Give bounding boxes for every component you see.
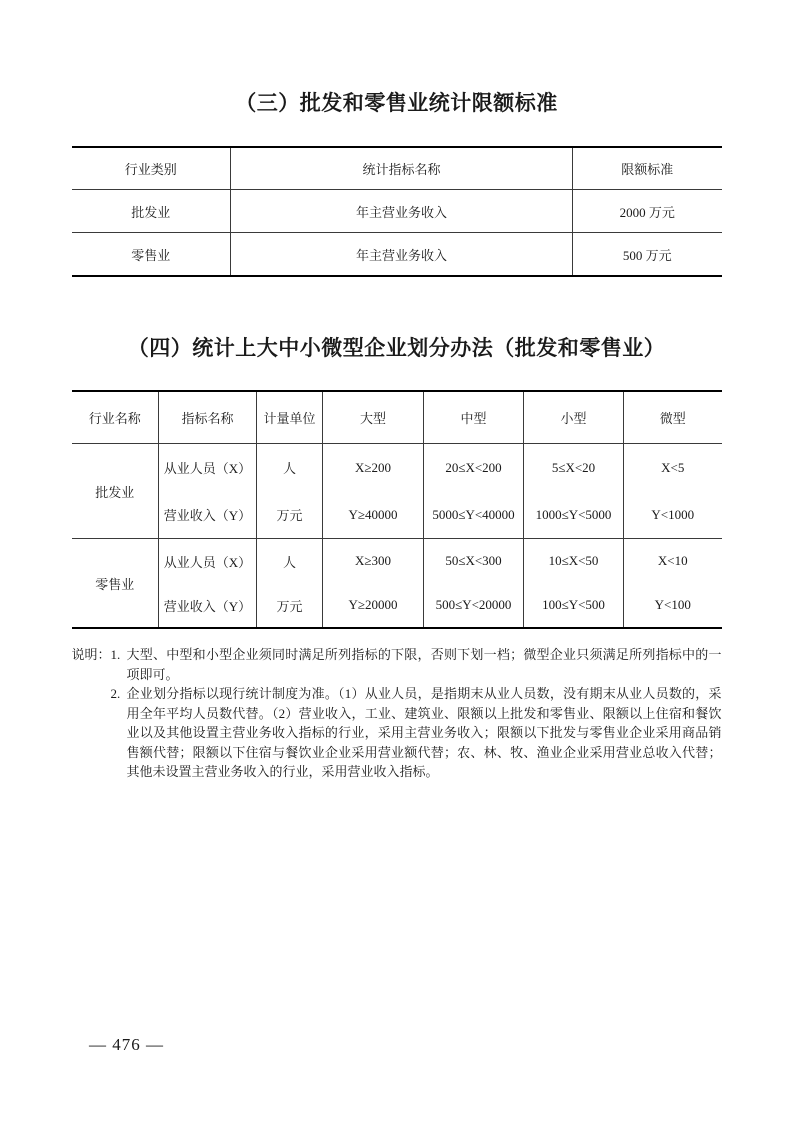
- table-cell-indicator: 年主营业务收入: [231, 190, 573, 233]
- table-cell-indicator: 从业人员（X）: [159, 539, 257, 584]
- note-item: [111, 684, 722, 782]
- table-cell-large: Y≥20000: [323, 583, 424, 628]
- header-statistical-indicator: 统计指标名称: [231, 147, 573, 190]
- table-cell-medium: 500≤Y<20000: [424, 583, 524, 628]
- table-cell-small: 5≤X<20: [524, 444, 624, 492]
- note-item-number: 1.: [110, 647, 121, 662]
- table-cell-large: X≥300: [323, 539, 424, 584]
- table-cell-large: X≥200: [323, 444, 424, 492]
- table-cell-micro: Y<100: [624, 583, 722, 628]
- section-4-heading: （四）统计上大中小微型企业划分办法（批发和零售业）: [127, 336, 666, 360]
- table-cell-medium: 5000≤Y<40000: [424, 491, 524, 539]
- table-header-row: [72, 391, 722, 444]
- page-number: — 476 —: [89, 1035, 164, 1054]
- table-cell-indicator: 营业收入（Y）: [159, 583, 257, 628]
- table-cell-medium: 20≤X<200: [424, 444, 524, 492]
- header-micro: 微型: [624, 391, 722, 444]
- table-cell-medium: 50≤X<300: [424, 539, 524, 584]
- header-indicator-name: 指标名称: [159, 391, 257, 444]
- table-row: [72, 491, 722, 539]
- note-item-text: 企业划分指标以现行统计制度为准。（1）从业人员，是指期末从业人员数，没有期末从业人员数的，采用全年平均人员数代替。（2）营业收入，工业、建筑业、限额以上批发和零售业、限额以上住宿和餐饮业以及其他设置主营业务收入指标的行业，采用主营业务收入；限额以下批发与零售业企业采用商品销售额代替；限额以下住宿与餐饮业企业采用营业额代替；农、林、牧、渔业企业采用营业总收入代替；其他未设置主营业务收入的行业，采用营业收入指标。: [126, 686, 722, 779]
- table-cell-indicator: 从业人员（X）: [159, 444, 257, 492]
- group-retail: [72, 539, 722, 629]
- group-wholesale: [72, 444, 722, 539]
- table-header-row: [72, 147, 722, 190]
- table-cell-micro: X<5: [624, 444, 722, 492]
- section-3-heading: （三）批发和零售业统计限额标准: [235, 91, 558, 115]
- note-item-text: 大型、中型和小型企业须同时满足所列指标的下限，否则下划一档；微型企业只须满足所列指标中的一项即可。: [126, 647, 722, 682]
- table-row: [72, 444, 722, 492]
- table-cell-unit: 人: [257, 444, 323, 492]
- header-industry-name: 行业名称: [72, 391, 159, 444]
- table-cell-quota: 500 万元: [573, 233, 722, 277]
- table-cell-small: 10≤X<50: [524, 539, 624, 584]
- table-row: [72, 233, 722, 277]
- table-row: [72, 190, 722, 233]
- enterprise-classification-table: [72, 390, 722, 629]
- header-industry-category: 行业类别: [72, 147, 231, 190]
- table-cell-micro: X<10: [624, 539, 722, 584]
- header-large: 大型: [323, 391, 424, 444]
- table-cell-industry: 零售业: [72, 539, 159, 629]
- notes: [72, 645, 722, 782]
- notes-label: 说明：: [71, 647, 111, 662]
- table-cell-indicator: 年主营业务收入: [231, 233, 573, 277]
- table-cell-quota: 2000 万元: [573, 190, 722, 233]
- table-row: [72, 583, 722, 628]
- table-cell-small: 100≤Y<500: [524, 583, 624, 628]
- header-quota-standard: 限额标准: [573, 147, 722, 190]
- header-small: 小型: [524, 391, 624, 444]
- table-cell-industry: 批发业: [72, 190, 231, 233]
- quota-standards-table: [72, 146, 722, 277]
- table-cell-indicator: 营业收入（Y）: [159, 491, 257, 539]
- table-cell-micro: Y<1000: [624, 491, 722, 539]
- table-cell-small: 1000≤Y<5000: [524, 491, 624, 539]
- table-cell-unit: 人: [257, 539, 323, 584]
- notes-items: [111, 645, 722, 782]
- table-cell-industry: 批发业: [72, 444, 159, 539]
- table-row: [72, 539, 722, 584]
- header-medium: 中型: [424, 391, 524, 444]
- note-item: [111, 645, 722, 684]
- table-cell-unit: 万元: [257, 583, 323, 628]
- note-item-number: 2.: [110, 686, 121, 701]
- table-cell-large: Y≥40000: [323, 491, 424, 539]
- table-cell-unit: 万元: [257, 491, 323, 539]
- header-measure-unit: 计量单位: [257, 391, 323, 444]
- table-cell-industry: 零售业: [72, 233, 231, 277]
